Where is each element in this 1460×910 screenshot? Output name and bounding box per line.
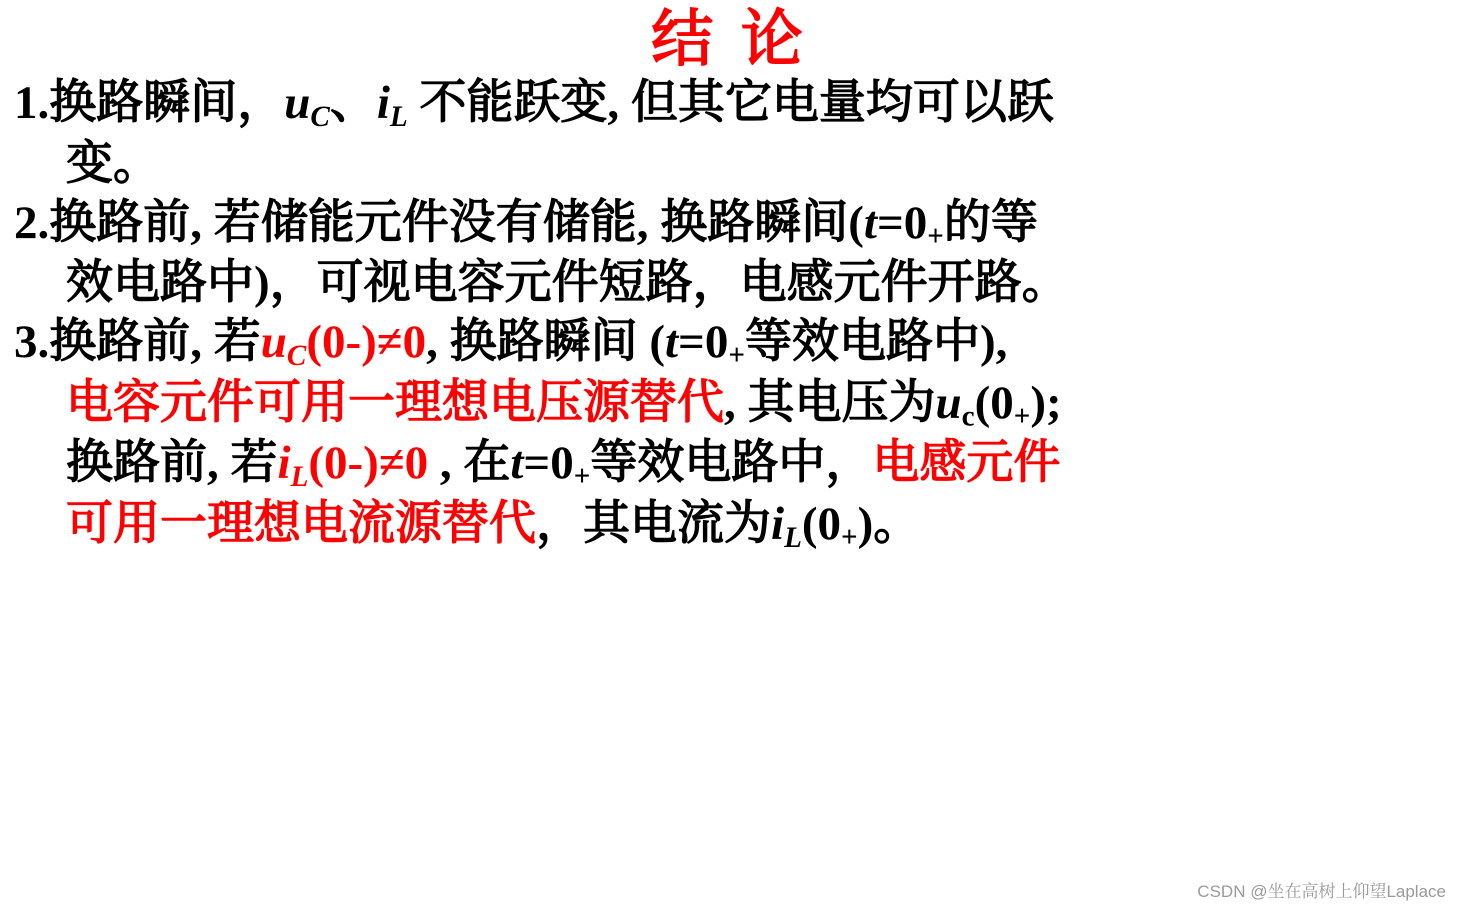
item-3-text-a: 换路前, 若 xyxy=(49,316,261,369)
item-3-line-3 xyxy=(14,435,1442,496)
item-2-line-1 xyxy=(14,195,1442,255)
item-2-number: 2. xyxy=(14,197,50,250)
slide xyxy=(0,8,1460,910)
symbol-uc-plus-tail-sub: + xyxy=(1013,400,1031,433)
list-item-3 xyxy=(14,314,1442,556)
item-3-line-3-c: 等效电路中， xyxy=(590,436,873,489)
item-1-separator: 、 xyxy=(329,77,377,130)
item-2-text-a: 换路前, 若储能元件没有储能, 换路瞬间( xyxy=(49,197,864,250)
symbol-il-plus-tail-sub: + xyxy=(841,520,858,553)
symbol-t3-sub: + xyxy=(573,460,591,493)
item-3-red-phrase-1: 电容元件可用一理想电压源替代 xyxy=(66,376,724,429)
item-3-line-4 xyxy=(14,496,1442,557)
symbol-uc-plus-sub: c xyxy=(961,400,975,433)
symbol-uc-sub: C xyxy=(310,101,330,134)
symbol-il: i xyxy=(376,77,390,130)
symbol-uc-red-rest: (0-)≠0 xyxy=(306,316,427,369)
item-3-line-2 xyxy=(14,375,1442,435)
item-3-red-phrase-3: 可用一理想电流源替代 xyxy=(66,497,536,550)
item-3-line-2-black: , 其电压为 xyxy=(724,376,936,429)
item-2-line-2: 效电路中)，可视电容元件短路，电感元件开路。 xyxy=(66,256,1069,309)
symbol-il-red-sub: L xyxy=(290,460,309,493)
symbol-uc-plus: u xyxy=(935,376,962,429)
item-3-line-3-b: , 在 xyxy=(428,436,511,489)
item-3-text-b: , 换路瞬间 ( xyxy=(426,316,665,369)
list-item-1 xyxy=(14,75,1442,193)
item-1-number: 1. xyxy=(14,77,50,130)
symbol-il-plus-tail2: )。 xyxy=(857,497,921,550)
symbol-uc-red-sub: C xyxy=(286,340,307,373)
symbol-uc-plus-tail2: ); xyxy=(1030,376,1062,429)
symbol-il-sub: L xyxy=(389,101,408,134)
watermark: CSDN @坐在高树上仰望Laplace xyxy=(1197,882,1446,901)
symbol-t2: t xyxy=(664,316,679,369)
symbol-t3: t xyxy=(510,436,524,489)
symbol-il-red-rest: (0-)≠0 xyxy=(308,436,429,489)
item-1-line-2: 变。 xyxy=(66,137,160,190)
item-3-red-phrase-2: 电感元件 xyxy=(872,436,1061,489)
slide-body xyxy=(0,75,1460,556)
page-title: 结 论 xyxy=(651,6,809,74)
symbol-t: t xyxy=(863,197,877,250)
item-1-text-b: 不能跃变, 但其它电量均可以跃 xyxy=(407,77,1054,130)
list-item-2 xyxy=(14,195,1442,312)
symbol-il-plus-sub: L xyxy=(784,521,802,554)
symbol-t3-eq: =0 xyxy=(523,436,574,489)
item-1-text-a: 换路瞬间， xyxy=(49,77,285,130)
symbol-uc: u xyxy=(284,77,311,130)
item-3-line-1 xyxy=(14,314,1442,375)
symbol-uc-red: u xyxy=(260,316,287,369)
symbol-t-sub: + xyxy=(927,220,944,253)
item-3-line-4-black: ，其电流为 xyxy=(536,497,771,550)
item-3-line-3-a: 换路前, 若 xyxy=(66,436,278,489)
item-2-text-b: 的等 xyxy=(943,197,1038,250)
symbol-uc-plus-tail: (0 xyxy=(974,376,1014,429)
symbol-t2-eq: =0 xyxy=(678,316,729,369)
symbol-il-red: i xyxy=(277,436,291,489)
symbol-t-eq: =0 xyxy=(876,197,928,250)
symbol-t2-sub: + xyxy=(728,339,745,372)
symbol-il-plus: i xyxy=(771,497,785,550)
item-3-number: 3. xyxy=(14,316,50,369)
item-1-line-1 xyxy=(14,75,1442,136)
item-3-text-c: 等效电路中), xyxy=(744,316,1008,369)
symbol-il-plus-tail: (0 xyxy=(801,497,842,550)
